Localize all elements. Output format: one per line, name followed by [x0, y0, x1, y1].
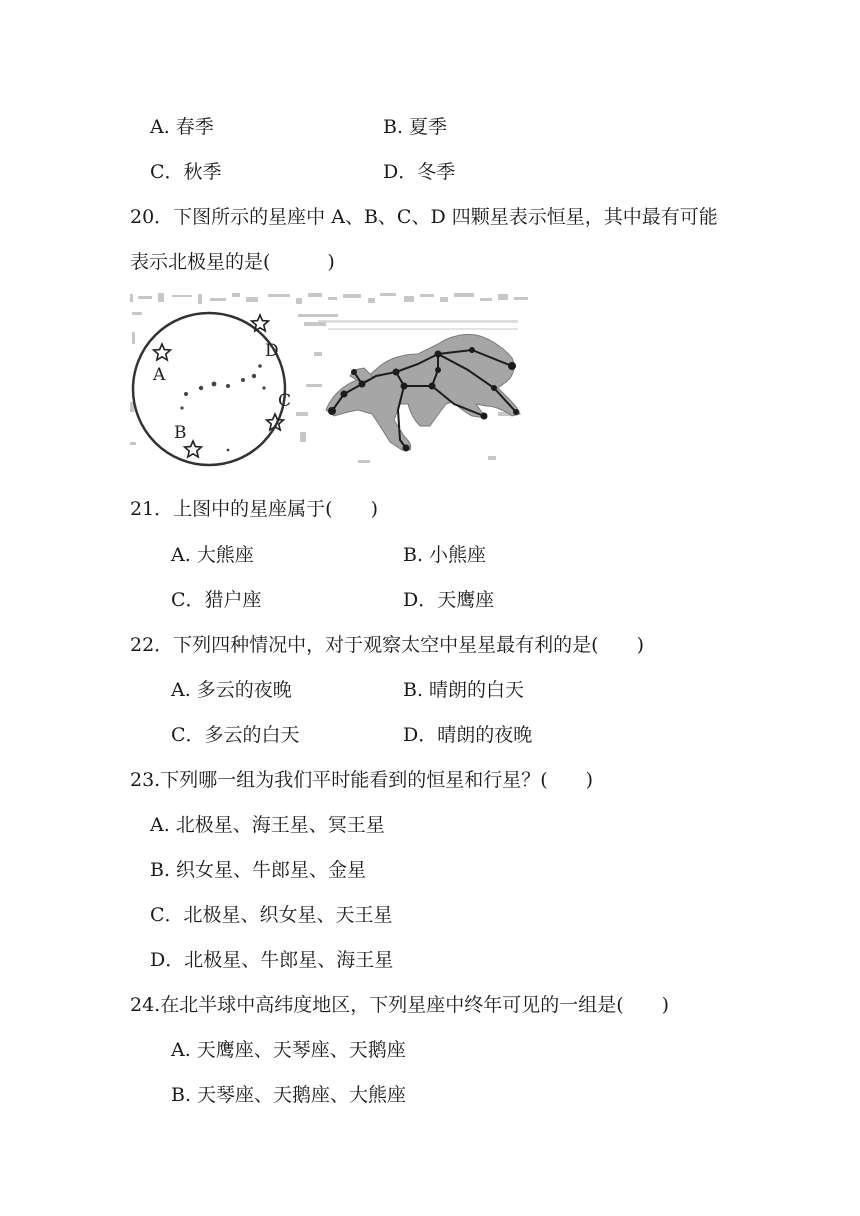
q24-option-a: A. 天鹰座、天琴座、天鹅座 — [171, 1039, 406, 1061]
q21-option-c: C．猎户座 — [171, 589, 262, 611]
constellation-figure — [128, 292, 532, 474]
star-label-b: B — [174, 423, 187, 443]
bear-constellation-drawing — [326, 334, 520, 451]
q20-stem-line2: 表示北极星的是( ) — [130, 251, 335, 273]
q21-option-b: B. 小熊座 — [403, 544, 487, 566]
q23-stem: 23.下列哪一组为我们平时能看到的恒星和行星？( ) — [130, 769, 594, 791]
star-a-icon — [154, 344, 171, 360]
q24-stem: 24.在北半球中高纬度地区，下列星座中终年可见的一组是( ) — [130, 994, 670, 1016]
q23-option-d: D．北极星、牛郎星、海王星 — [150, 949, 394, 971]
star-label-d: D — [265, 341, 279, 361]
q23-option-b: B. 织女星、牛郎星、金星 — [150, 859, 367, 881]
q19-option-d: D．冬季 — [383, 161, 456, 183]
north-sky-circle — [133, 313, 291, 465]
star-b-icon — [185, 441, 202, 457]
q20-stem-line1: 20．下图所示的星座中 A、B、C、D 四颗星表示恒星，其中最有可能 — [130, 206, 718, 228]
q22-option-d: D．晴朗的夜晚 — [403, 724, 533, 746]
q22-option-a: A. 多云的夜晚 — [171, 679, 292, 701]
q21-option-d: D．天鹰座 — [403, 589, 495, 611]
q22-stem: 22．下列四种情况中，对于观察太空中星星最有利的是( ) — [130, 634, 645, 656]
q23-option-c: C．北极星、织女星、天王星 — [150, 904, 393, 926]
q19-option-c: C．秋季 — [150, 161, 222, 183]
q22-option-b: B. 晴朗的白天 — [403, 679, 525, 701]
star-label-c: C — [278, 391, 292, 411]
q19-option-a: A. 春季 — [150, 116, 214, 138]
star-label-a: A — [153, 365, 166, 385]
q23-option-a: A. 北极星、海王星、冥王星 — [150, 814, 385, 836]
q22-option-c: C．多云的白天 — [171, 724, 300, 746]
q24-option-b: B. 天琴座、天鹅座、大熊座 — [171, 1084, 407, 1106]
q19-option-b: B. 夏季 — [383, 116, 448, 138]
q21-option-a: A. 大熊座 — [171, 544, 254, 566]
q21-stem: 21．上图中的星座属于( ) — [130, 498, 379, 520]
